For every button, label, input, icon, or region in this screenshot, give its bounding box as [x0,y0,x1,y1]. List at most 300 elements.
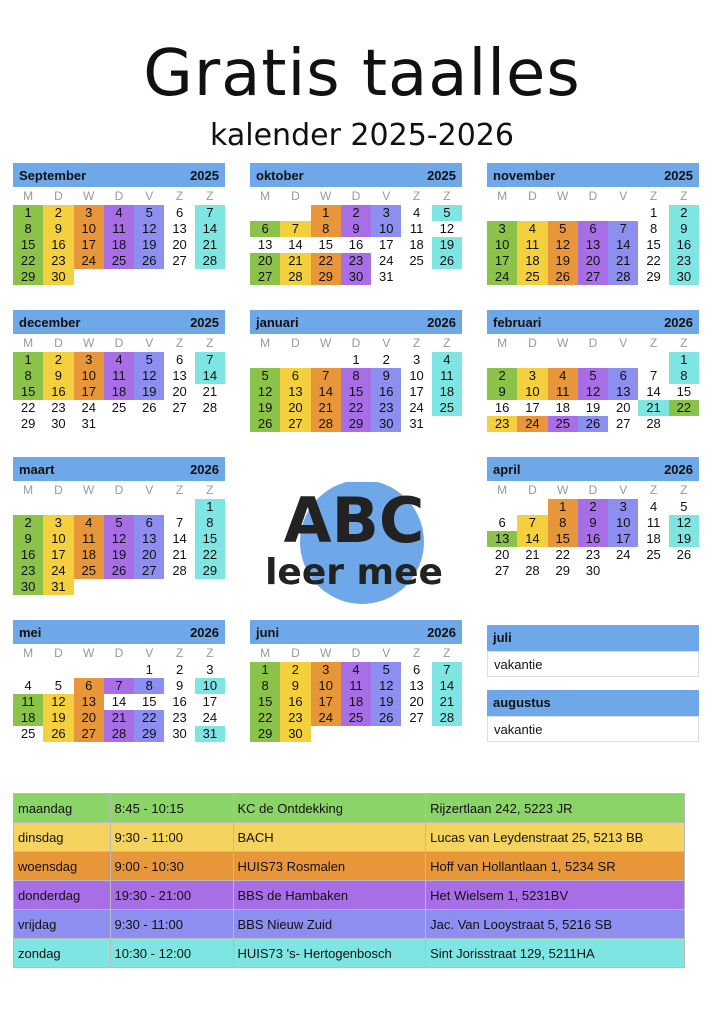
day-cell: 1 [13,352,43,368]
day-cell: 5 [371,662,401,678]
empty-cell [487,499,517,515]
day-cell: 15 [142,694,157,709]
day-cell: 2 [13,515,43,531]
day-cell: 17 [487,253,517,269]
weekday-label: D [114,646,124,660]
day-cell: 14 [517,531,547,547]
day-cell: 26 [134,253,164,269]
day-cell: 5 [54,678,63,693]
month-oktober [250,163,462,285]
day-cell: 23 [13,563,43,579]
day-cell: 23 [585,547,601,562]
day-cell: 30 [172,726,187,741]
day-cell: 29 [195,563,225,579]
day-cell: 21 [202,384,218,399]
schedule-place: HUIS73 Rosmalen [233,852,426,881]
empty-cell [74,499,104,515]
day-cell: 5 [250,368,280,384]
day-cell: 7 [311,368,341,384]
weekday-label: M [497,483,508,497]
weekday-header [487,334,699,352]
day-cell: 24 [616,547,631,562]
month-name: januari [256,314,299,330]
day-cell: 4 [104,352,134,368]
day-cell: 10 [517,384,547,400]
weekday-header [250,187,462,205]
day-cell: 15 [195,531,225,547]
day-cell: 29 [341,416,371,432]
day-cell: 18 [104,237,134,253]
empty-cell [250,205,280,221]
day-cell: 23 [43,253,73,269]
day-cell: 18 [74,547,104,563]
day-cell: 5 [578,368,608,384]
day-cell: 6 [280,368,310,384]
day-cell: 30 [669,269,699,285]
schedule-day: vrijdag [14,910,111,939]
day-cell: 28 [280,269,310,285]
day-cell: 18 [104,384,134,400]
day-grid [13,662,225,742]
weekday-label: M [23,646,34,660]
weekday-label: W [83,483,95,497]
weekday-label: V [619,189,628,203]
day-cell: 6 [175,205,184,220]
day-cell: 25 [409,253,424,268]
weekday-header [487,481,699,499]
day-cell: 30 [13,579,43,595]
day-cell: 7 [280,221,310,237]
weekday-label: Z [649,189,658,203]
empty-cell [517,499,547,515]
day-cell: 4 [341,662,371,678]
month-header [13,457,225,481]
day-cell: 13 [409,678,424,693]
weekday-label: Z [175,646,184,660]
weekday-label: Z [175,189,184,203]
day-cell: 29 [646,269,661,284]
day-cell: 19 [585,400,601,415]
weekday-label: W [320,336,332,350]
day-cell: 11 [341,678,371,694]
schedule-time: 9:00 - 10:30 [110,852,233,881]
day-cell: 9 [13,531,43,547]
weekday-label: Z [443,646,451,660]
day-cell: 19 [134,237,164,253]
month-year: 2026 [664,461,693,477]
day-cell: 23 [371,400,401,416]
day-cell: 3 [311,662,341,678]
day-cell: 19 [548,253,578,269]
day-cell: 11 [13,694,43,710]
weekday-label: W [83,189,95,203]
day-cell: 2 [487,368,517,384]
weekday-label: W [320,646,332,660]
day-cell: 29 [311,269,341,285]
day-cell: 16 [43,384,73,400]
day-grid [250,352,462,432]
weekday-label: V [382,189,391,203]
day-cell: 21 [195,237,225,253]
empty-cell [548,205,578,221]
day-cell: 1 [13,205,43,221]
month-header [13,163,225,187]
day-cell: 11 [74,531,104,547]
schedule-row [14,823,685,852]
day-cell: 30 [371,416,401,432]
schedule-day: dinsdag [14,823,111,852]
month-juni [250,620,462,742]
month-name: mei [19,624,42,640]
weekday-label: Z [175,483,184,497]
day-cell: 3 [608,499,638,515]
day-grid [250,205,462,285]
day-cell: 18 [409,237,424,252]
month-september [13,163,225,285]
day-cell: 15 [676,384,692,399]
day-cell: 22 [250,710,280,726]
schedule-day: woensdag [14,852,111,881]
day-cell: 16 [371,384,401,400]
month-header [13,620,225,644]
weekday-label: Z [680,189,688,203]
day-cell: 26 [578,416,608,432]
day-cell: 6 [578,221,608,237]
day-cell: 11 [104,221,134,237]
day-cell: 8 [195,515,225,531]
day-cell: 1 [649,205,658,220]
weekday-label: W [83,336,95,350]
day-cell: 7 [517,515,547,531]
day-cell: 18 [555,400,570,415]
day-cell: 28 [432,710,462,726]
schedule-address: Het Wielsem 1, 5231BV [426,881,685,910]
schedule-row [14,939,685,968]
day-cell: 9 [669,221,699,237]
day-cell: 4 [649,499,658,514]
weekday-label: M [497,189,508,203]
day-cell: 14 [646,384,661,399]
day-cell: 4 [548,368,578,384]
day-cell: 22 [311,253,341,269]
weekday-header [13,481,225,499]
weekday-label: M [23,189,34,203]
day-cell: 3 [74,352,104,368]
weekday-label: D [588,336,598,350]
day-cell: 25 [20,726,36,741]
day-cell: 5 [548,221,578,237]
day-cell: 18 [341,694,371,710]
schedule-time: 9:30 - 11:00 [110,910,233,939]
empty-cell [250,352,280,368]
day-cell: 11 [432,368,462,384]
day-cell: 1 [548,499,578,515]
empty-cell [13,662,43,678]
weekday-label: Z [206,189,214,203]
weekday-header [250,644,462,662]
day-cell: 11 [104,368,134,384]
day-cell: 29 [13,269,43,285]
day-grid [487,499,699,579]
day-cell: 24 [517,416,547,432]
empty-cell [608,352,638,368]
empty-cell [517,352,547,368]
day-cell: 2 [43,352,73,368]
empty-cell [43,662,73,678]
day-cell: 25 [74,563,104,579]
day-cell: 24 [43,563,73,579]
day-cell: 27 [172,400,187,415]
weekday-label: Z [206,646,214,660]
day-cell: 5 [134,205,164,221]
day-cell: 11 [548,384,578,400]
weekday-label: Z [443,189,451,203]
schedule-place: BBS Nieuw Zuid [233,910,426,939]
day-cell: 9 [341,221,371,237]
day-cell: 18 [517,253,547,269]
day-cell: 9 [43,221,73,237]
day-cell: 21 [638,400,668,416]
day-cell: 2 [175,662,184,677]
day-cell: 6 [498,515,506,530]
day-cell: 16 [43,237,73,253]
day-cell: 28 [195,253,225,269]
logo-text-leer-mee: leer mee [265,552,443,593]
day-cell: 17 [311,694,341,710]
day-cell: 30 [585,563,601,578]
day-cell: 5 [432,205,462,221]
empty-cell [43,499,73,515]
weekday-label: D [291,646,300,660]
month-name: november [493,167,556,183]
day-cell: 21 [280,253,310,269]
day-cell: 21 [432,694,462,710]
day-cell: 13 [74,694,104,710]
month-juli [487,625,699,677]
weekday-header [13,334,225,352]
empty-cell [13,499,43,515]
day-cell: 24 [487,269,517,285]
day-cell: 9 [578,515,608,531]
day-cell: 14 [432,678,462,694]
day-cell: 15 [318,237,333,252]
weekday-label: V [382,336,391,350]
weekday-label: D [291,336,300,350]
month-year: 2026 [427,314,456,330]
day-cell: 21 [311,400,341,416]
weekday-label: M [260,646,271,660]
day-cell: 2 [43,205,73,221]
day-cell: 29 [250,726,280,742]
day-cell: 5 [680,499,688,514]
day-cell: 4 [104,205,134,221]
day-cell: 17 [525,400,540,415]
day-cell: 20 [74,710,104,726]
day-cell: 20 [280,400,310,416]
day-cell: 10 [608,515,638,531]
month-year: 2026 [190,461,219,477]
abc-leer-mee-logo [254,482,454,622]
schedule-table [13,793,685,968]
month-name: juni [256,624,280,640]
day-cell: 25 [104,253,134,269]
day-cell: 1 [311,205,341,221]
day-cell: 19 [134,384,164,400]
schedule-time: 19:30 - 21:00 [110,881,233,910]
day-cell: 3 [412,352,421,367]
weekday-label: W [320,189,332,203]
weekday-label: V [145,336,154,350]
day-cell: 29 [134,726,164,742]
day-cell: 30 [51,416,66,431]
day-cell: 23 [341,253,371,269]
day-cell: 12 [43,694,73,710]
month-name: april [493,461,521,477]
day-cell: 9 [43,368,73,384]
day-cell: 28 [608,269,638,285]
day-cell: 1 [352,352,360,367]
day-cell: 13 [578,237,608,253]
day-cell: 24 [379,253,394,268]
month-mei [13,620,225,742]
month-year: 2026 [427,624,456,640]
day-cell: 20 [172,384,187,399]
month-header [250,163,462,187]
schedule-time: 9:30 - 11:00 [110,823,233,852]
weekday-label: Z [649,483,658,497]
empty-cell [311,352,341,368]
day-cell: 12 [371,678,401,694]
day-cell: 10 [487,237,517,253]
month-januari [250,310,462,432]
weekday-label: D [54,189,63,203]
weekday-label: D [54,646,63,660]
day-cell: 19 [371,694,401,710]
day-cell: 8 [669,368,699,384]
day-cell: 22 [341,400,371,416]
schedule-day: zondag [14,939,111,968]
day-cell: 20 [616,400,631,415]
day-cell: 1 [145,662,153,677]
day-cell: 8 [548,515,578,531]
day-cell: 14 [111,694,127,709]
day-cell: 7 [608,221,638,237]
logo-text-abc: ABC [283,484,425,557]
day-cell: 26 [548,269,578,285]
day-cell: 20 [134,547,164,563]
empty-cell [487,205,517,221]
day-cell: 15 [646,237,661,252]
day-cell: 13 [172,368,187,383]
day-cell: 18 [13,710,43,726]
day-cell: 27 [616,416,631,431]
schedule-row [14,852,685,881]
weekday-label: D [114,336,124,350]
day-cell: 18 [432,384,462,400]
day-cell: 25 [548,416,578,432]
month-name: maart [19,461,55,477]
weekday-label: Z [206,483,214,497]
day-cell: 24 [74,253,104,269]
schedule-place: BBS de Hambaken [233,881,426,910]
day-cell: 23 [487,416,517,432]
day-grid [13,205,225,285]
day-cell: 30 [341,269,371,285]
empty-cell [608,205,638,221]
day-cell: 2 [578,499,608,515]
month-februari [487,310,699,432]
day-cell: 6 [134,515,164,531]
day-cell: 17 [43,547,73,563]
weekday-label: V [619,336,628,350]
day-cell: 10 [74,368,104,384]
day-cell: 23 [51,400,66,415]
day-cell: 23 [669,253,699,269]
month-april [487,457,699,579]
weekday-label: Z [412,189,421,203]
month-year: 2026 [664,314,693,330]
empty-cell [164,499,194,515]
day-cell: 17 [74,384,104,400]
day-cell: 16 [669,237,699,253]
day-cell: 22 [195,547,225,563]
day-cell: 22 [13,253,43,269]
month-header [487,163,699,187]
day-cell: 8 [13,221,43,237]
day-cell: 25 [341,710,371,726]
month-name: februari [493,314,542,330]
day-cell: 31 [81,416,96,431]
schedule-row [14,881,685,910]
day-cell: 4 [432,352,462,368]
vacation-text: vakantie [487,651,699,677]
day-cell: 31 [409,416,424,431]
day-grid [487,352,699,432]
month-name: September [19,167,87,183]
day-cell: 13 [487,531,517,547]
day-cell: 5 [134,352,164,368]
weekday-label: D [528,189,537,203]
empty-cell [517,205,547,221]
schedule-row [14,794,685,823]
empty-cell [548,352,578,368]
day-cell: 13 [608,384,638,400]
day-cell: 2 [341,205,371,221]
day-cell: 22 [555,547,570,562]
empty-cell [578,352,608,368]
weekday-header [487,187,699,205]
day-cell: 12 [548,237,578,253]
day-cell: 7 [104,678,134,694]
day-cell: 16 [348,237,364,252]
day-cell: 22 [134,710,164,726]
day-cell: 31 [379,269,394,284]
day-cell: 13 [257,237,273,252]
day-cell: 19 [104,547,134,563]
schedule-time: 10:30 - 12:00 [110,939,233,968]
weekday-header [13,187,225,205]
weekday-label: Z [206,336,214,350]
page-title: Gratis taalles [143,37,581,111]
day-cell: 28 [646,416,661,431]
day-cell: 7 [649,368,658,383]
empty-cell [487,352,517,368]
weekday-label: M [260,336,271,350]
day-cell: 22 [669,400,699,416]
day-cell: 14 [172,531,187,546]
day-cell: 3 [371,205,401,221]
day-cell: 3 [517,368,547,384]
